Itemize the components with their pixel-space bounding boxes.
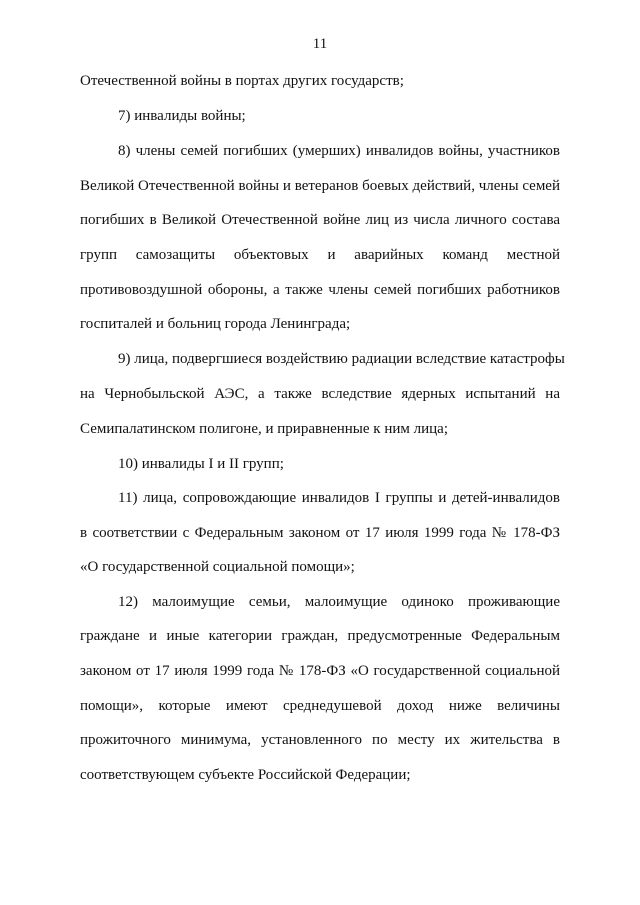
page-number: 11 (312, 36, 328, 52)
text-line: Семипалатинском полигоне, и приравненные к ним лица; (80, 421, 448, 437)
text-line: госпиталей и больниц города Ленинграда; (80, 316, 351, 332)
text-line: граждане и иные категории граждан, предусмотренные Федеральным (80, 628, 560, 644)
text-line: в соответствии с Федеральным законом от 17 июля 1999 года № 178-ФЗ (80, 525, 560, 541)
text-line: на Чернобыльской АЭС, а также вследствие ядерных испытаний на (80, 386, 560, 402)
text-line: помощи», которые имеют среднедушевой доход ниже величины (80, 698, 560, 714)
list-item-10: 10) инвалиды I и II групп; (118, 456, 284, 472)
text-line: прожиточного минимума, установленного по месту их жительства в (80, 732, 560, 748)
text-line: законом от 17 июля 1999 года № 178-ФЗ «О государственной социальной (80, 663, 560, 679)
list-item-8: 8) члены семей погибших (умерших) инвалидов войны, участников (118, 143, 560, 159)
list-item-9: 9) лица, подвергшиеся воздействию радиации вследствие катастрофы (118, 351, 565, 367)
text-line: соответствующем субъекте Российской Федерации; (80, 767, 411, 783)
text-line: погибших в Великой Отечественной войне лиц из числа личного состава (80, 212, 560, 228)
text-line: противовоздушной обороны, а также члены семей погибших работников (80, 282, 560, 298)
list-item-11: 11) лица, сопровождающие инвалидов I группы и детей-инвалидов (118, 490, 560, 506)
text-line: групп самозащиты объектовых и аварийных команд местной (80, 247, 560, 263)
list-item-12: 12) малоимущие семьи, малоимущие одиноко проживающие (118, 594, 560, 610)
text-line: Отечественной войны в портах других государств; (80, 73, 404, 89)
text-line: «О государственной социальной помощи»; (80, 559, 355, 575)
text-line: Великой Отечественной войны и ветеранов боевых действий, члены семей (80, 178, 560, 194)
list-item-7: 7) инвалиды войны; (118, 108, 246, 124)
